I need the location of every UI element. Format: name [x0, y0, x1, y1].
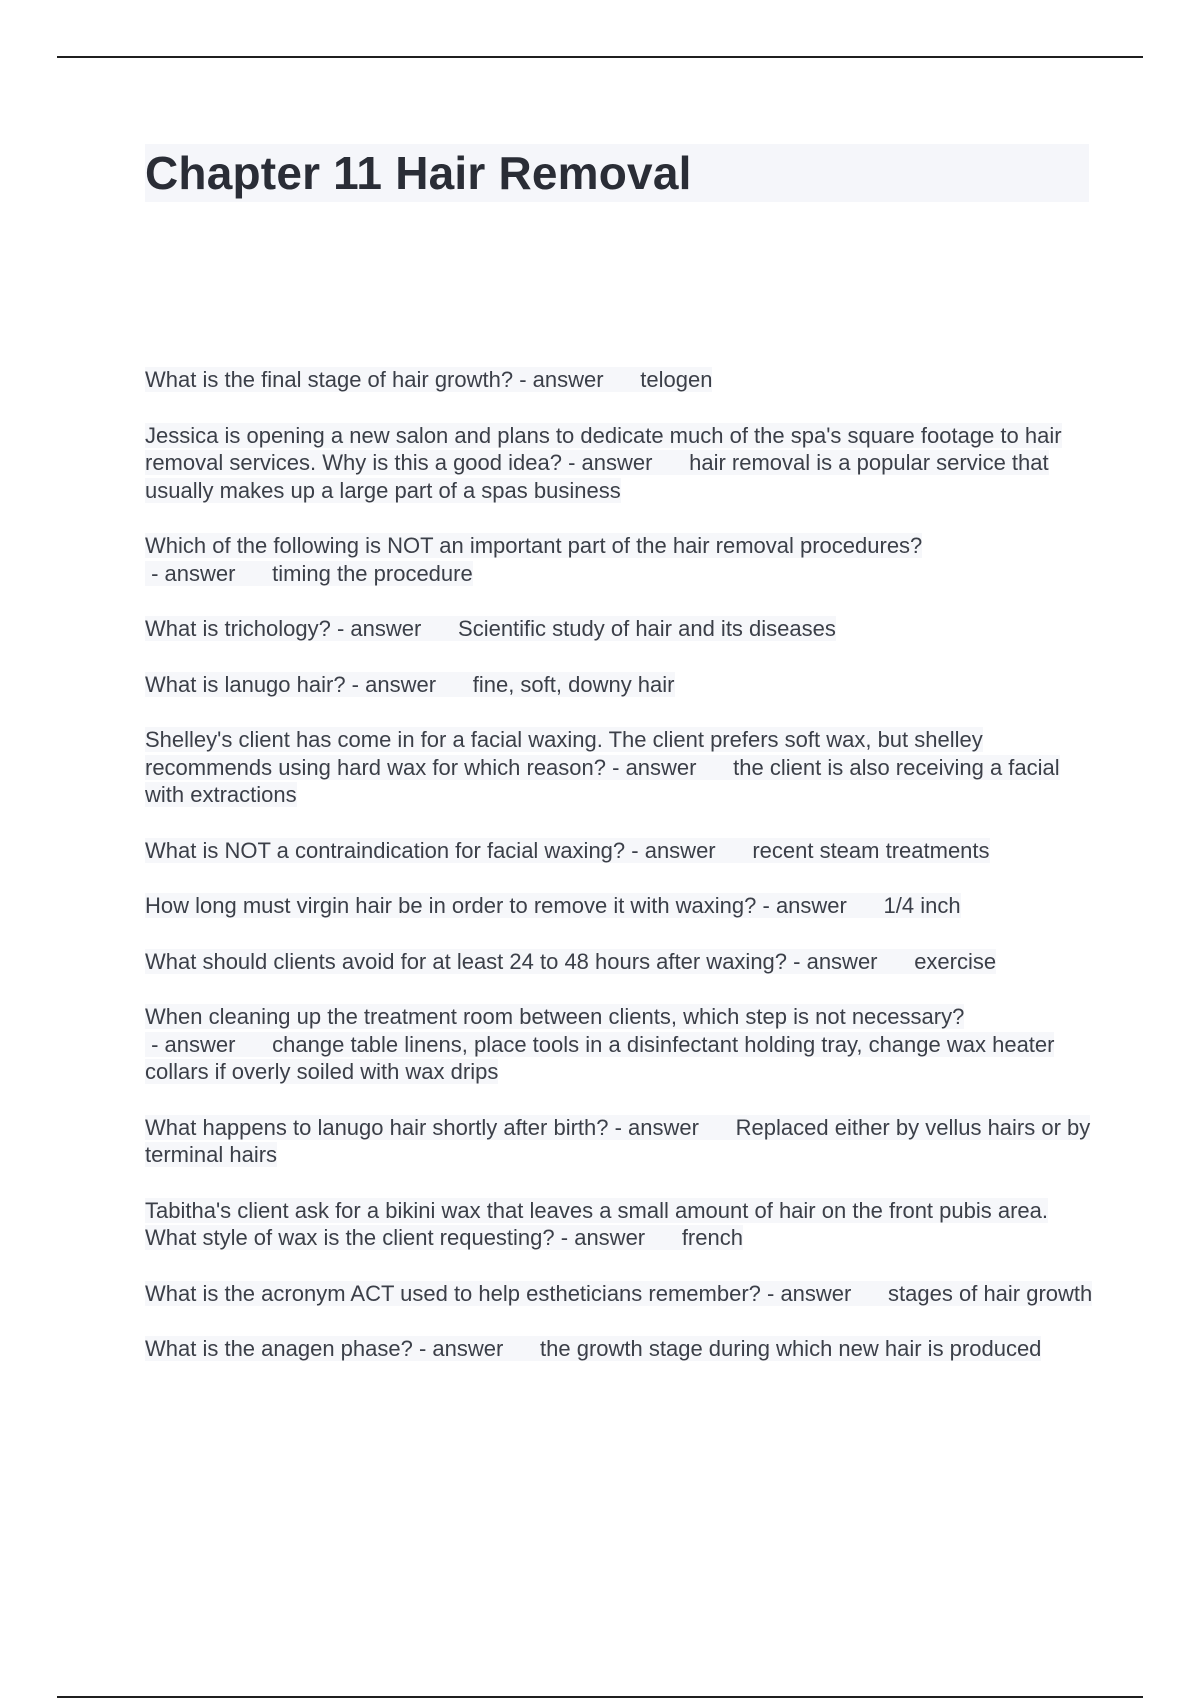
answer-text: telogen [640, 367, 713, 392]
qa-item [145, 837, 1095, 865]
answer-text: hair removal is a popular service that usually makes up a large part of a spas business [145, 450, 1049, 503]
question-text: What happens to lanugo hair shortly after birth? [145, 1114, 609, 1140]
bottom-rule [57, 1696, 1143, 1698]
question-text: What is the acronym ACT used to help estheticians remember? [145, 1280, 761, 1306]
qa-item [145, 726, 1095, 809]
question-text: Which of the following is NOT an important part of the hair removal procedures? [145, 533, 923, 558]
qa-item [145, 1114, 1095, 1169]
answer-separator: - answer [145, 1031, 273, 1057]
qa-item [145, 1280, 1095, 1308]
answer-text: the growth stage during which new hair is produced [540, 1336, 1042, 1361]
question-text: When cleaning up the treatment room between clients, which step is not necessary? [145, 1004, 965, 1029]
answer-separator: - answer [561, 450, 690, 475]
answer-text: recent steam treatments [752, 837, 990, 863]
question-text: What is the final stage of hair growth? [145, 367, 514, 392]
answer-separator: - answer [760, 1280, 889, 1306]
answer-text: Scientific study of hair and its diseases [458, 616, 836, 641]
answer-text: stages of hair growth [888, 1280, 1093, 1306]
question-text: What should clients avoid for at least 24 to 48 hours after waxing? [145, 948, 788, 974]
answer-text: the client is also receiving a facial with extractions [145, 754, 1060, 807]
answer-text: fine, soft, downy hair [472, 671, 675, 697]
question-text: How long must virgin hair be in order to remove it with waxing? [145, 893, 757, 918]
question-text: What is NOT a contraindication for facial waxing? [145, 837, 626, 863]
question-text: What is lanugo hair? [145, 671, 346, 697]
answer-separator: - answer [787, 948, 915, 974]
answer-separator: - answer [345, 671, 473, 697]
answer-text: 1/4 inch [883, 893, 961, 918]
qa-item [145, 948, 1095, 976]
qa-item [145, 1003, 1095, 1086]
answer-separator: - answer [330, 616, 459, 641]
answer-separator: - answer [606, 754, 734, 780]
qa-item [145, 366, 1095, 394]
answer-separator: - answer [554, 1225, 682, 1250]
answer-separator: - answer [625, 837, 753, 863]
answer-separator: - answer [412, 1336, 541, 1361]
answer-text: Replaced either by vellus hairs or by terminal hairs [145, 1114, 1091, 1167]
answer-text: change table linens, place tools in a disinfectant holding tray, change wax heater collars if overly soiled with wax drips [145, 1031, 1055, 1084]
qa-item [145, 1335, 1095, 1363]
answer-text: exercise [914, 948, 997, 974]
answer-text: french [681, 1225, 743, 1250]
question-text: What is the anagen phase? [145, 1336, 413, 1361]
qa-list [145, 366, 1095, 1391]
qa-item [145, 422, 1095, 505]
top-rule [57, 56, 1143, 58]
answer-separator: - answer [145, 560, 273, 586]
qa-item [145, 532, 1095, 587]
question-text: Tabitha's client ask for a bikini wax that leaves a small amount of hair on the front pubis area. What style of wax is the client requesting? [145, 1197, 1049, 1250]
answer-separator: - answer [608, 1114, 736, 1140]
qa-item [145, 1197, 1095, 1252]
answer-separator: - answer [513, 367, 641, 392]
page-title: Chapter 11 Hair Removal [145, 147, 692, 199]
qa-item [145, 892, 1095, 920]
question-text: Jessica is opening a new salon and plans to dedicate much of the spa's square footage to hair removal services. Why is this a good idea? [145, 422, 1062, 475]
answer-text: timing the procedure [272, 560, 473, 586]
answer-separator: - answer [756, 893, 884, 918]
qa-item [145, 615, 1095, 643]
question-text: Shelley's client has come in for a facial waxing. The client prefers soft wax, but shelley recommends using hard wax for which reason? [145, 727, 983, 780]
question-text: What is trichology? [145, 616, 331, 641]
qa-item [145, 671, 1095, 699]
